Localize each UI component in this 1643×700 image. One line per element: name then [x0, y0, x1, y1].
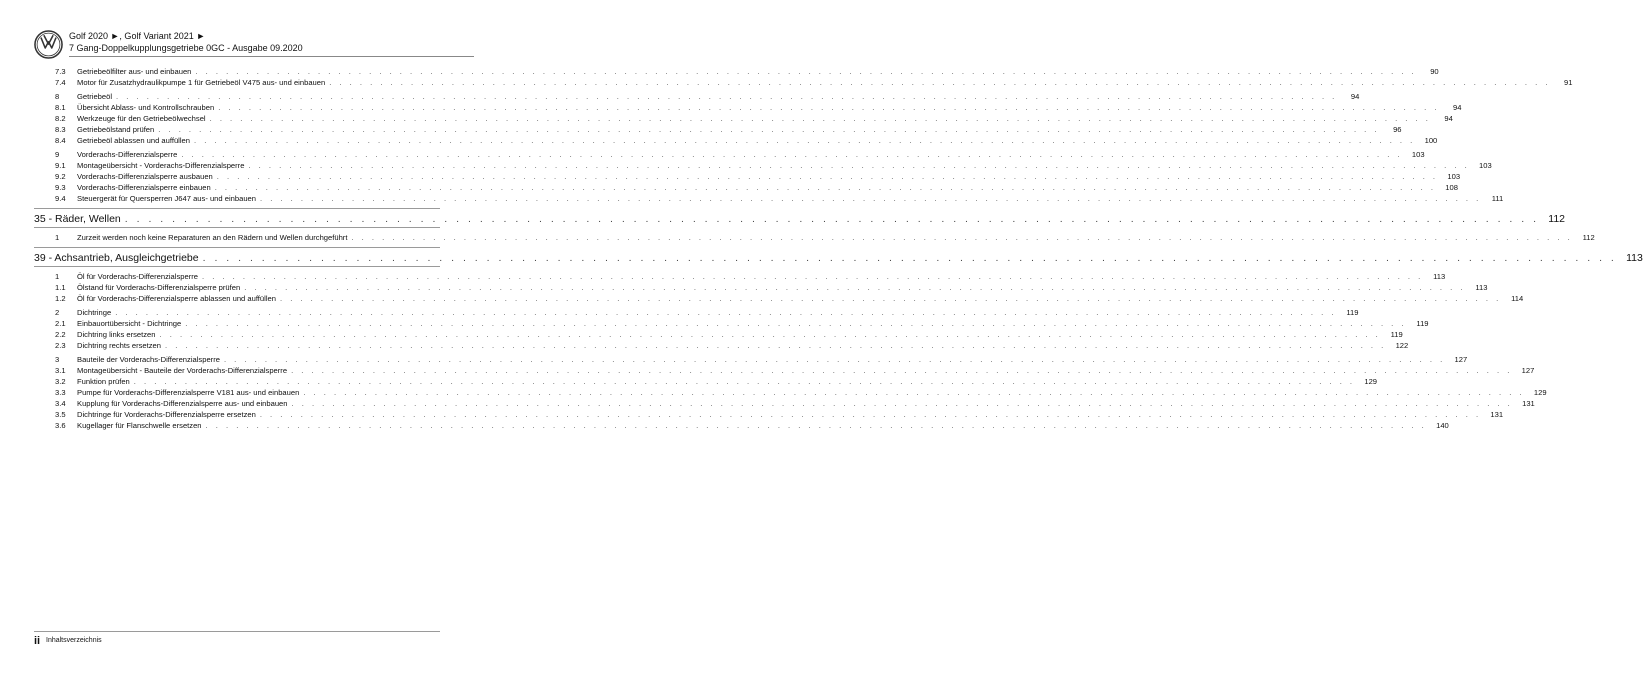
toc-entry-title: Einbauortübersicht - Dichtringe — [77, 319, 182, 328]
toc-entry[interactable] — [34, 409, 1504, 420]
toc-leader-dots: . . . . . . . . . . . . . . . . . . . . . . . . . . . . . . . . . . . . . . . . . . . . . . . . . . . . . . . . . . . . . . . . . . . . . . . . . . . . . . . . . . . . . . . . . . . . . . . . . . . . . . . . . . . . . . . . . . . . . . . . — [209, 114, 1431, 123]
toc-entry-number: 3 — [55, 355, 60, 364]
toc-leader-dots: . . . . . . . . . . . . . . . . . . . . . . . . . . . . . . . . . . . . . . . . . . . . . . . . . . . . . . . . . . . . . . . . . . . . . . . . . . . . . . . . . . . . . . . . . . . . . . . . . . . . . . . . . . . . . . . . . . . . . . . . — [291, 366, 1513, 375]
toc-leader-dots: . . . . . . . . . . . . . . . . . . . . . . . . . . . . . . . . . . . . . . . . . . . . . . . . . . . . . . . . . . . . . . . . . . . . . . . . . . . . . . . . . . . . . . . . . . . . . . . . . . . . . . . . . . . . . . . . . . . . . . . . — [291, 399, 1513, 408]
toc-entry-page: 94 — [1444, 114, 1453, 123]
toc-leader-dots: . . . . . . . . . . . . . . . . . . . . . . . . . . . . . . . . . . . . . . . . . . . . . . . . . . . . . . . . . . . . . . . . . . . . . . . . . . . . . . . . . . . . . . . . . . . . . . . . . . . . . . . . . . . . . . . . . . . . . . . . — [158, 125, 1380, 134]
toc-entry-number: 1 — [55, 272, 60, 281]
page-header — [34, 30, 474, 62]
toc-entry-title: Dichtringe für Vorderachs-Differenzialsperre ersetzen — [77, 410, 256, 419]
toc-entry-number: 7.4 — [55, 78, 66, 87]
footer-divider — [34, 631, 440, 632]
header-divider — [69, 56, 474, 57]
toc-leader-dots: . . . . . . . . . . . . . . . . . . . . . . . . . . . . . . . . . . . . . . . . . . . . . . . . . . . . . . . . . . . . . . . . . . . . . . . . . . . . . . . . . . . . . . . . . . . . . . . . . . . . . . . . . . . . . . . . . . . . . . . . — [124, 213, 1540, 225]
toc-entry-title: Getriebeöl ablassen und auffüllen — [77, 136, 191, 145]
toc-entry-number: 9.1 — [55, 161, 66, 170]
toc-entry[interactable] — [34, 135, 1438, 146]
toc-entry-title: Vorderachs-Differenzialsperre — [77, 150, 178, 159]
header-title: Golf 2020 ►, Golf Variant 2021 ► — [69, 31, 206, 41]
toc-entry-number: 3.5 — [55, 410, 66, 419]
toc-entry-page: 113 — [1433, 272, 1446, 281]
toc-entry-number: 3.3 — [55, 388, 66, 397]
toc-entry-page: 127 — [1521, 366, 1535, 375]
toc-entry-page: 94 — [1350, 92, 1360, 101]
toc-entry[interactable] — [34, 251, 1643, 265]
toc-entry-title: Öl für Vorderachs-Differenzialsperre ablassen und auffüllen — [77, 294, 276, 303]
toc-leader-dots: . . . . . . . . . . . . . . . . . . . . . . . . . . . . . . . . . . . . . . . . . . . . . . . . . . . . . . . . . . . . . . . . . . . . . . . . . . . . . . . . . . . . . . . . . . . . . . . . . . . . . . . . . . . . . . . . . . . . . . . . — [159, 330, 1381, 339]
toc-leader-dots: . . . . . . . . . . . . . . . . . . . . . . . . . . . . . . . . . . . . . . . . . . . . . . . . . . . . . . . . . . . . . . . . . . . . . . . . . . . . . . . . . . . . . . . . . . . . . . . . . . . . . . . . . . . . . . . . . . . . . . . . — [205, 421, 1427, 430]
toc-entry[interactable] — [34, 376, 1378, 387]
toc-entry-number: 9 — [55, 150, 60, 159]
page-footer — [34, 631, 234, 647]
toc-entry[interactable] — [34, 102, 1462, 113]
toc-entry-number: 2.1 — [55, 319, 66, 328]
toc-entry[interactable] — [34, 318, 1429, 329]
toc-entry-title: Pumpe für Vorderachs-Differenzialsperre V181 aus- und einbauen — [77, 388, 300, 397]
toc-leader-dots: . . . . . . . . . . . . . . . . . . . . . . . . . . . . . . . . . . . . . . . . . . . . . . . . . . . . . . . . . . . . . . . . . . . . . . . . . . . . . . . . . . . . . . . . . . . . . . . . . . . . . . . . . . . . . . . . . . . . . . . . — [303, 388, 1525, 397]
toc-entry[interactable] — [34, 354, 1468, 365]
chapter-divider — [34, 208, 440, 209]
toc-entry-title: Getriebeöl — [77, 92, 113, 101]
toc-entry-page: 90 — [1430, 67, 1439, 76]
toc-entry-page: 129 — [1533, 388, 1547, 397]
toc-entry-page: 113 — [1475, 283, 1488, 292]
toc-entry[interactable] — [34, 66, 1439, 77]
toc-entry[interactable] — [34, 387, 1547, 398]
toc-entry-title: Kupplung für Vorderachs-Differenzialsperre aus- und einbauen — [77, 399, 288, 408]
toc-entry-title: Vorderachs-Differenzialsperre ausbauen — [77, 172, 213, 181]
vw-logo-icon — [34, 30, 63, 59]
toc-entry-number: 7.3 — [55, 67, 66, 76]
toc-entry-page: 111 — [1491, 194, 1504, 203]
toc-entry-title: Dichtringe — [77, 308, 112, 317]
toc-entry-page: 119 — [1416, 319, 1429, 328]
toc-entry-number: 8.4 — [55, 136, 66, 145]
toc-entry[interactable] — [34, 77, 1573, 88]
chapter-divider — [34, 247, 440, 248]
toc-entry-number: 2 — [55, 308, 60, 317]
toc-entry-page: 113 — [1626, 252, 1643, 264]
toc-entry[interactable] — [34, 271, 1446, 282]
toc-entry[interactable] — [34, 160, 1492, 171]
toc-entry-title: Übersicht Ablass- und Kontrollschrauben — [77, 103, 215, 112]
toc-leader-dots: . . . . . . . . . . . . . . . . . . . . . . . . . . . . . . . . . . . . . . . . . . . . . . . . . . . . . . . . . . . . . . . . . . . . . . . . . . . . . . . . . . . . . . . . . . . . . . . . . . . . . . . . . . . . . . . . . . . . . . . . — [248, 161, 1470, 170]
toc-entry[interactable] — [34, 193, 1504, 204]
toc-entry-page: 108 — [1445, 183, 1458, 192]
toc-entry-number: 2.2 — [55, 330, 66, 339]
toc-entry-title: Werkzeuge für den Getriebeölwechsel — [77, 114, 206, 123]
toc-entry[interactable] — [34, 212, 1566, 226]
toc-entry-page: 103 — [1447, 172, 1461, 181]
toc-entry-page: 103 — [1411, 150, 1425, 159]
toc-leader-dots: . . . . . . . . . . . . . . . . . . . . . . . . . . . . . . . . . . . . . . . . . . . . . . . . . . . . . . . . . . . . . . . . . . . . . . . . . . . . . . . . . . . . . . . . . . . . . . . . . . . . . . . . . . . . . . . . . . . . . . . . — [116, 92, 1338, 101]
toc-entry-page: 127 — [1454, 355, 1468, 364]
toc-entry-title: Montageübersicht - Bauteile der Vorderachs-Differenzialsperre — [77, 366, 288, 375]
chapter-underline — [34, 266, 440, 267]
toc-entry-page: 119 — [1390, 330, 1403, 339]
toc-entry-title: Vorderachs-Differenzialsperre einbauen — [77, 183, 211, 192]
toc-entry-page: 131 — [1522, 399, 1535, 408]
toc-entry-title: Getriebeölstand prüfen — [77, 125, 155, 134]
toc-entry-number: 3.4 — [55, 399, 66, 408]
toc-entry[interactable] — [34, 365, 1535, 376]
toc-entry-page: 112 — [1582, 233, 1595, 242]
toc-entry-number: 8.1 — [55, 103, 66, 112]
toc-entry[interactable] — [34, 340, 1409, 351]
toc-entry-title: Zurzeit werden noch keine Reparaturen an den Rädern und Wellen durchgeführt — [77, 233, 348, 242]
toc-entry-title: Dichtring rechts ersetzen — [77, 341, 161, 350]
toc-entry-number: 9.3 — [55, 183, 66, 192]
toc-leader-dots: . . . . . . . . . . . . . . . . . . . . . . . . . . . . . . . . . . . . . . . . . . . . . . . . . . . . . . . . . . . . . . . . . . . . . . . . . . . . . . . . . . . . . . . . . . . . . . . . . . . . . . . . . . . . . . . . . . . . . . . . — [195, 67, 1417, 76]
toc-leader-dots: . . . . . . . . . . . . . . . . . . . . . . . . . . . . . . . . . . . . . . . . . . . . . . . . . . . . . . . . . . . . . . . . . . . . . . . . . . . . . . . . . . . . . . . . . . . . . . . . . . . . . . . . . . . . . . . . . . . . . . . . — [202, 252, 1617, 264]
toc-leader-dots: . . . . . . . . . . . . . . . . . . . . . . . . . . . . . . . . . . . . . . . . . . . . . . . . . . . . . . . . . . . . . . . . . . . . . . . . . . . . . . . . . . . . . . . . . . . . . . . . . . . . . . . . . . . . . . . . . . . . . . . . — [223, 355, 1446, 364]
toc-entry[interactable] — [34, 329, 1403, 340]
toc-leader-dots: . . . . . . . . . . . . . . . . . . . . . . . . . . . . . . . . . . . . . . . . . . . . . . . . . . . . . . . . . . . . . . . . . . . . . . . . . . . . . . . . . . . . . . . . . . . . . . . . . . . . . . . . . . . . . . . . . . . . . . . . — [214, 183, 1436, 192]
toc-entry-number: 1.2 — [55, 294, 66, 303]
toc-entry-page: 91 — [1564, 78, 1573, 87]
footer-label: Inhaltsverzeichnis — [46, 637, 102, 644]
toc-leader-dots: . . . . . . . . . . . . . . . . . . . . . . . . . . . . . . . . . . . . . . . . . . . . . . . . . . . . . . . . . . . . . . . . . . . . . . . . . . . . . . . . . . . . . . . . . . . . . . . . . . . . . . . . . . . . . . . . . . . . . . . . — [194, 136, 1416, 145]
toc-leader-dots: . . . . . . . . . . . . . . . . . . . . . . . . . . . . . . . . . . . . . . . . . . . . . . . . . . . . . . . . . . . . . . . . . . . . . . . . . . . . . . . . . . . . . . . . . . . . . . . . . . . . . . . . . . . . . . . . . . . . . . . . — [115, 308, 1337, 317]
toc-entry-page: 103 — [1479, 161, 1492, 170]
toc-entry-page: 131 — [1490, 410, 1504, 419]
toc-entry[interactable] — [34, 113, 1453, 124]
toc-entry-number: 9.4 — [55, 194, 66, 203]
toc-entry-title: Funktion prüfen — [77, 377, 130, 386]
toc-leader-dots: . . . . . . . . . . . . . . . . . . . . . . . . . . . . . . . . . . . . . . . . . . . . . . . . . . . . . . . . . . . . . . . . . . . . . . . . . . . . . . . . . . . . . . . . . . . . . . . . . . . . . . . . . . . . . . . . . . . . . . . . — [202, 272, 1424, 281]
toc-entry-number: 3.1 — [55, 366, 66, 375]
toc-entry[interactable] — [34, 293, 1524, 304]
toc-entry-title: 35 - Räder, Wellen — [34, 213, 121, 225]
toc-entry[interactable] — [34, 232, 1595, 243]
toc-leader-dots: . . . . . . . . . . . . . . . . . . . . . . . . . . . . . . . . . . . . . . . . . . . . . . . . . . . . . . . . . . . . . . . . . . . . . . . . . . . . . . . . . . . . . . . . . . . . . . . . . . . . . . . . . . . . . . . . . . . . . . . . — [218, 103, 1440, 112]
table-of-contents — [34, 66, 1643, 456]
toc-entry-title: Bauteile der Vorderachs-Differenzialsperre — [77, 355, 220, 364]
toc-entry-title: Kugellager für Flanschwelle ersetzen — [77, 421, 202, 430]
toc-leader-dots: . . . . . . . . . . . . . . . . . . . . . . . . . . . . . . . . . . . . . . . . . . . . . . . . . . . . . . . . . . . . . . . . . . . . . . . . . . . . . . . . . . . . . . . . . . . . . . . . . . . . . . . . . . . . . . . . . . . . . . . . — [165, 341, 1387, 350]
toc-leader-dots: . . . . . . . . . . . . . . . . . . . . . . . . . . . . . . . . . . . . . . . . . . . . . . . . . . . . . . . . . . . . . . . . . . . . . . . . . . . . . . . . . . . . . . . . . . . . . . . . . . . . . . . . . . . . . . . . . . . . . . . . — [181, 150, 1403, 159]
toc-entry-page: 112 — [1548, 213, 1566, 225]
page-number: ii — [34, 635, 41, 647]
toc-entry-number: 2.3 — [55, 341, 66, 350]
toc-leader-dots: . . . . . . . . . . . . . . . . . . . . . . . . . . . . . . . . . . . . . . . . . . . . . . . . . . . . . . . . . . . . . . . . . . . . . . . . . . . . . . . . . . . . . . . . . . . . . . . . . . . . . . . . . . . . . . . . . . . . . . . . — [259, 410, 1482, 419]
toc-entry-number: 3.6 — [55, 421, 66, 430]
toc-entry-number: 1 — [55, 233, 60, 242]
toc-entry[interactable] — [34, 171, 1461, 182]
toc-leader-dots: . . . . . . . . . . . . . . . . . . . . . . . . . . . . . . . . . . . . . . . . . . . . . . . . . . . . . . . . . . . . . . . . . . . . . . . . . . . . . . . . . . . . . . . . . . . . . . . . . . . . . . . . . . . . . . . . . . . . . . . . — [216, 172, 1439, 181]
toc-entry-page: 129 — [1364, 377, 1378, 386]
toc-entry-page: 122 — [1395, 341, 1409, 350]
toc-entry-page: 119 — [1346, 308, 1359, 317]
toc-entry-title: Öl für Vorderachs-Differenzialsperre — [77, 272, 198, 281]
toc-entry[interactable] — [34, 149, 1425, 160]
toc-entry-page: 100 — [1424, 136, 1438, 145]
toc-entry-title: Dichtring links ersetzen — [77, 330, 156, 339]
toc-leader-dots: . . . . . . . . . . . . . . . . . . . . . . . . . . . . . . . . . . . . . . . . . . . . . . . . . . . . . . . . . . . . . . . . . . . . . . . . . . . . . . . . . . . . . . . . . . . . . . . . . . . . . . . . . . . . . . . . . . . . . . . . — [244, 283, 1466, 292]
toc-entry-number: 9.2 — [55, 172, 66, 181]
header-subtitle: 7 Gang-Doppelkupplungsgetriebe 0GC - Ausgabe 09.2020 — [69, 43, 303, 53]
toc-leader-dots: . . . . . . . . . . . . . . . . . . . . . . . . . . . . . . . . . . . . . . . . . . . . . . . . . . . . . . . . . . . . . . . . . . . . . . . . . . . . . . . . . . . . . . . . . . . . . . . . . . . . . . . . . . . . . . . . . . . . . . . . — [185, 319, 1407, 328]
toc-entry[interactable] — [34, 91, 1360, 102]
toc-entry-title: Ölstand für Vorderachs-Differenzialsperre prüfen — [77, 283, 241, 292]
toc-entry[interactable] — [34, 398, 1535, 409]
toc-entry-title: 39 - Achsantrieb, Ausgleichgetriebe — [34, 252, 199, 264]
toc-leader-dots: . . . . . . . . . . . . . . . . . . . . . . . . . . . . . . . . . . . . . . . . . . . . . . . . . . . . . . . . . . . . . . . . . . . . . . . . . . . . . . . . . . . . . . . . . . . . . . . . . . . . . . . . . . . . . . . . . . . . . . . . — [329, 78, 1551, 87]
chapter-underline — [34, 227, 440, 228]
toc-entry-page: 94 — [1452, 103, 1462, 112]
toc-leader-dots: . . . . . . . . . . . . . . . . . . . . . . . . . . . . . . . . . . . . . . . . . . . . . . . . . . . . . . . . . . . . . . . . . . . . . . . . . . . . . . . . . . . . . . . . . . . . . . . . . . . . . . . . . . . . . . . . . . . . . . . . — [351, 233, 1573, 242]
toc-entry[interactable] — [34, 182, 1458, 193]
toc-entry-page: 96 — [1393, 125, 1402, 134]
toc-entry[interactable] — [34, 282, 1488, 293]
toc-entry[interactable] — [34, 124, 1402, 135]
toc-entry-title: Montageübersicht - Vorderachs-Differenzialsperre — [77, 161, 245, 170]
toc-entry-page: 114 — [1511, 294, 1524, 303]
toc-entry-number: 1.1 — [55, 283, 66, 292]
toc-entry-number: 8.3 — [55, 125, 66, 134]
toc-entry[interactable] — [34, 420, 1449, 431]
toc-entry-number: 8.2 — [55, 114, 66, 123]
toc-entry-title: Steuergerät für Quersperren J647 aus- und einbauen — [77, 194, 256, 203]
toc-leader-dots: . . . . . . . . . . . . . . . . . . . . . . . . . . . . . . . . . . . . . . . . . . . . . . . . . . . . . . . . . . . . . . . . . . . . . . . . . . . . . . . . . . . . . . . . . . . . . . . . . . . . . . . . . . . . . . . . . . . . . . . . — [260, 194, 1482, 203]
toc-leader-dots: . . . . . . . . . . . . . . . . . . . . . . . . . . . . . . . . . . . . . . . . . . . . . . . . . . . . . . . . . . . . . . . . . . . . . . . . . . . . . . . . . . . . . . . . . . . . . . . . . . . . . . . . . . . . . . . . . . . . . . . . — [133, 377, 1356, 386]
toc-entry-number: 3.2 — [55, 377, 66, 386]
toc-leader-dots: . . . . . . . . . . . . . . . . . . . . . . . . . . . . . . . . . . . . . . . . . . . . . . . . . . . . . . . . . . . . . . . . . . . . . . . . . . . . . . . . . . . . . . . . . . . . . . . . . . . . . . . . . . . . . . . . . . . . . . . . — [279, 294, 1502, 303]
toc-entry-title: Motor für Zusatzhydraulikpumpe 1 für Getriebeöl V475 aus- und einbauen — [77, 78, 326, 87]
toc-entry-number: 8 — [55, 92, 60, 101]
toc-entry-title: Getriebeölfilter aus- und einbauen — [77, 67, 192, 76]
toc-entry-page: 140 — [1436, 421, 1449, 430]
toc-entry[interactable] — [34, 307, 1359, 318]
